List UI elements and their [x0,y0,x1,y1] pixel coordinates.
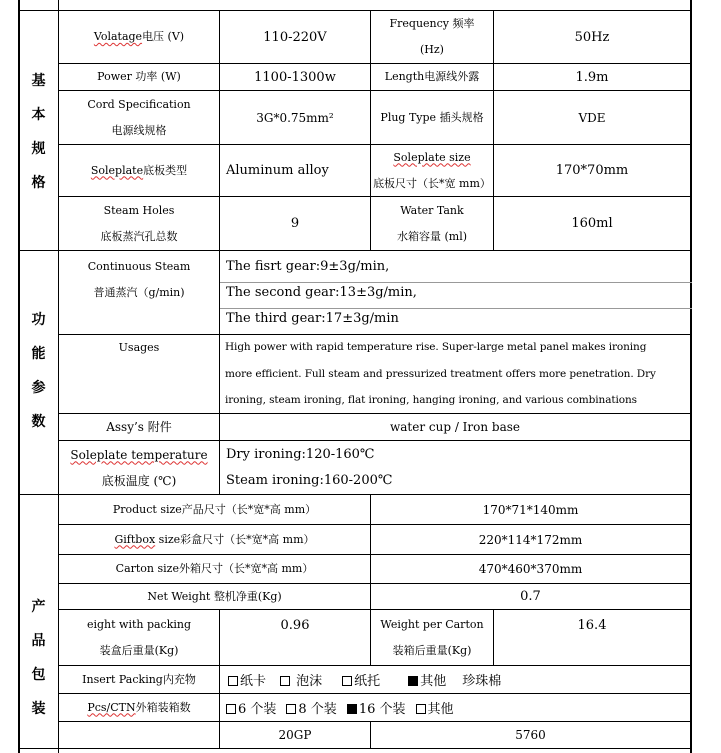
power-value: 1100-1300w [254,69,336,85]
soleplate-value: Aluminum alloy [226,163,329,178]
water-tank-label: Water Tank 水箱容量 (ml) [396,203,468,243]
usages-text: High power with rapid temperature rise. Super-large metal panel makes ironing more efficient. Full steam and pressurized treatment offers more penetration. Dry ironing, steam ironing, flat ironing, hanging ironing, and various combinations [225,341,656,407]
checked-checkbox-icon [408,676,418,686]
soleplate-label: Soleplate底板类型 [90,163,188,177]
bottom-rule [18,748,692,749]
gear-list [220,254,690,334]
insert-option-1[interactable]: 纸卡 [228,670,266,689]
checkbox-icon [228,676,238,686]
giftbox-value: 220*114*172mm [478,532,583,547]
cord-label: Cord Specification 电源线规格 [87,97,191,137]
frequency-label: Frequency 频率 (Hz) [389,17,475,56]
container-value: 5760 [515,728,546,742]
pcs-ctn-options [220,694,690,721]
length-value: 1.9m [575,69,609,85]
gear-1: The fisrt gear:9±3g/min, [226,259,390,274]
soleplate-size-label: Soleplate size 底板尺寸（长*宽 mm） [373,150,491,190]
cord-value: 3G*0.75mm² [256,110,334,125]
continuous-steam-label: Continuous Steam 普通蒸汽（g/min) [87,260,191,299]
voltage-label: Volatage电压 (V) [93,30,185,43]
checkbox-icon [342,676,352,686]
plug-value: VDE [578,110,606,125]
checkbox-icon [280,676,290,686]
insert-extra: 珍珠棉 [462,674,502,689]
pcs-ctn-label: Pcs/CTN外箱装箱数 [87,700,191,714]
gear-2: The second gear:13±3g/min, [226,285,417,300]
insert-option-2[interactable]: 泡沫 [280,670,322,689]
frequency-value: 50Hz [574,29,610,45]
plug-label: Plug Type 插头规格 [380,110,484,124]
net-weight-label: Net Weight 整机净重(Kg) [147,589,282,603]
soleplate-temp-label: Soleplate temperature 底板温度 (℃) [70,447,208,488]
pcs-option-2[interactable]: 8 个装 [286,698,336,717]
steam-holes-value: 9 [290,216,300,231]
checkbox-icon [286,704,296,714]
giftbox-label: Giftbox size彩盒尺寸（长*宽*高 mm） [114,532,315,546]
section-label-function: 功 能 参 数 [31,312,46,430]
gross-weight-value: 0.96 [280,617,310,633]
pcs-option-4[interactable]: 其他 [416,698,454,717]
power-label: Power 功率 (W) [97,70,181,83]
carton-size-label: Carton size外箱尺寸（长*宽*高 mm） [115,562,314,575]
assy-value: water cup / Iron base [389,420,521,434]
product-size-value: 170*71*140mm [482,502,579,517]
section-label-packing: 产 品 包 装 [31,599,46,717]
gross-weight-label: eight with packing 装盒后重量(Kg) [86,617,192,657]
voltage-value: 110-220V [263,29,327,45]
carton-size-value: 470*460*370mm [478,562,583,576]
carton-weight-value: 16.4 [577,617,607,633]
usages-label: Usages [118,341,160,354]
section-label-spec: 基 本 规 格 [31,73,46,191]
insert-packing-options [220,666,690,693]
pcs-option-1[interactable]: 6 个装 [226,698,276,717]
checkbox-icon [416,704,426,714]
water-tank-value: 160ml [571,216,613,231]
soleplate-size-value: 170*70mm [555,163,629,178]
carton-weight-label: Weight per Carton 装箱后重量(Kg) [380,617,484,657]
steam-holes-label: Steam Holes 底板蒸汽孔总数 [100,203,178,243]
length-label: Length电源线外露 [384,70,480,83]
soleplate-temp-values: Dry ironing:120-160℃ Steam ironing:160-200℃ [226,446,393,488]
assy-label: Assy’s 附件 [106,420,172,434]
checked-checkbox-icon [347,704,357,714]
right-border [690,0,692,753]
container-label: 20GP [278,728,312,742]
checkbox-icon [226,704,236,714]
product-size-label: Product size产品尺寸（长*宽*高 mm） [112,502,317,516]
insert-packing-label: Insert Packing内充物 [82,672,196,686]
net-weight-value: 0.7 [520,589,541,604]
pcs-option-3[interactable]: 16 个装 [347,698,406,717]
insert-option-4[interactable]: 其他 [408,670,446,689]
gear-3: The third gear:17±3g/min [226,311,399,326]
insert-option-3[interactable]: 纸托 [342,670,380,689]
